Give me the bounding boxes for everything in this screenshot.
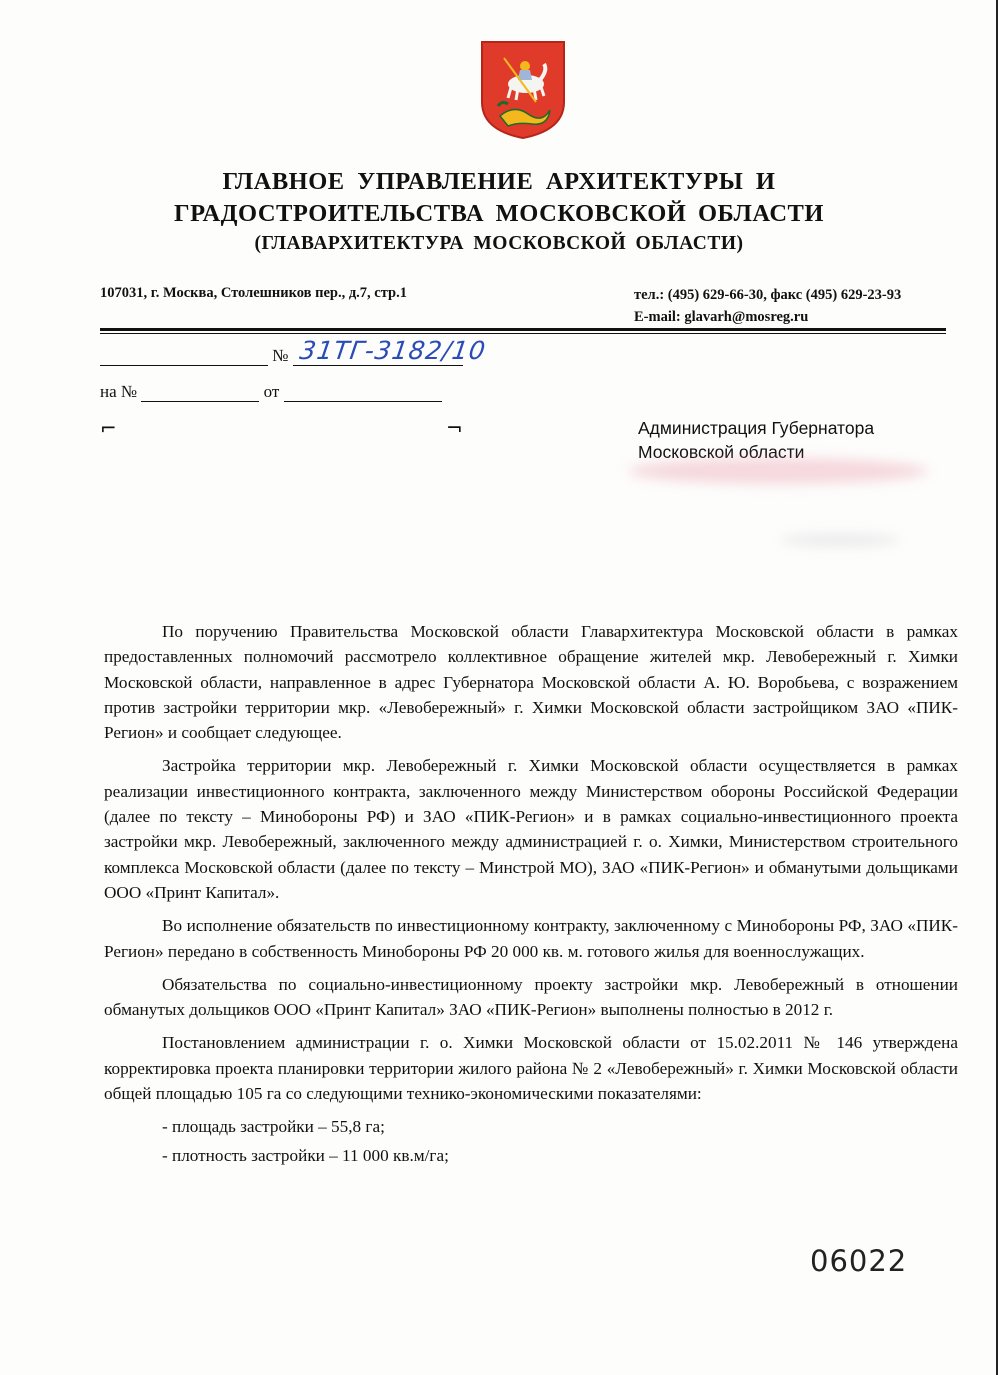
header-divider-thin bbox=[100, 333, 946, 334]
org-title-line2: ГРАДОСТРОИТЕЛЬСТВА МОСКОВСКОЙ ОБЛАСТИ bbox=[174, 200, 824, 227]
postal-address: 107031, г. Москва, Столешников пер., д.7, стр.1 bbox=[100, 285, 407, 301]
from-label: от bbox=[263, 382, 280, 401]
paragraph-4: Обязательства по социально-инвестиционному проекту застройки мкр. Левобережный в отношении обманутых дольщиков ООО «Принт Капитал» ЗАО «ПИК-Регион» выполнены полностью в 2012 г. bbox=[104, 974, 958, 1020]
reply-number-blank bbox=[141, 386, 259, 402]
in-reply-label: на № bbox=[100, 382, 138, 401]
list-item-building-area: - площадь застройки – 55,8 га; bbox=[162, 1117, 385, 1137]
gray-scan-smudge bbox=[780, 534, 900, 546]
reply-date-blank bbox=[284, 386, 442, 402]
paragraph-1: По поручению Правительства Московской области Главархитектура Московской области в рамках предоставленных полномочий рассмотрело коллективное обращение жителей мкр. Левобережный г. Химки Московской области, направленное в адрес Губернатора Московской области А. Ю. Воробьева, с возражением против застройки территории мкр. «Левобережный» г. Химки Московской области застройщиком ЗАО «ПИК-Регион» и сообщает следующее. bbox=[104, 622, 958, 743]
addressee-line1: Администрация Губернатора bbox=[638, 418, 875, 438]
paragraph-5: Постановлением администрации г. о. Химки Московской области от 15.02.2011 № 146 утверждена корректировка проекта планировки территории жилого района № 2 «Левобережный» г. Химки Московской области общей площадью 105 га со следующими технико-экономическими показателями: bbox=[104, 1033, 958, 1104]
pink-redaction-smudge bbox=[628, 458, 928, 484]
left-corner-mark: ⌐ bbox=[100, 416, 117, 440]
org-title-line1: ГЛАВНОЕ УПРАВЛЕНИЕ АРХИТЕКТУРЫ И bbox=[222, 168, 776, 195]
paragraph-2: Застройка территории мкр. Левобережный г. Химки Московской области осуществляется в рамках реализации инвестиционного контракта, заключенного между Министерством обороны Российской Федерации (далее по тексту – Минобороны РФ) и ЗАО «ПИК-Регион» и в рамках социально-инвестиционного проекта застройки мкр. Левобережный, заключенного между администрацией г. о. Химки, Министерством строительного комплекса Московской области (далее по тексту – Минстрой МО), ЗАО «ПИК-Регион» и обманутыми дольщиками ООО «Принт Капитал». bbox=[104, 756, 958, 902]
document-serial-number: 06022 bbox=[810, 1244, 908, 1278]
coat-of-arms-emblem bbox=[478, 40, 568, 140]
org-title-line3: (ГЛАВАРХИТЕКТУРА МОСКОВСКОЙ ОБЛАСТИ) bbox=[254, 233, 744, 254]
phone-fax: тел.: (495) 629-66-30, факс (495) 629-23-93 bbox=[634, 287, 902, 303]
right-corner-mark: ¬ bbox=[446, 416, 463, 440]
addressee-block bbox=[638, 416, 874, 464]
handwritten-registration-number: 31ТГ-3182/10 bbox=[297, 336, 488, 365]
list-item-building-density: - плотность застройки – 11 000 кв.м/га; bbox=[162, 1145, 449, 1165]
letter-body bbox=[104, 619, 958, 1171]
paragraph-3: Во исполнение обязательств по инвестиционному контракту, заключенному с Минобороны РФ, ЗАО «ПИК-Регион» передано в собственность Минобороны РФ 20 000 кв. м. готового жилья для военнослужащих. bbox=[104, 916, 958, 961]
addressee-line2: Московской области bbox=[638, 442, 805, 462]
email-address: E-mail: glavarh@mosreg.ru bbox=[634, 309, 809, 325]
header-divider-thick bbox=[100, 328, 946, 331]
outgoing-date-blank bbox=[100, 350, 268, 366]
contacts-block bbox=[634, 284, 901, 328]
number-sign: № bbox=[272, 346, 289, 365]
reply-reference-line bbox=[100, 382, 442, 402]
